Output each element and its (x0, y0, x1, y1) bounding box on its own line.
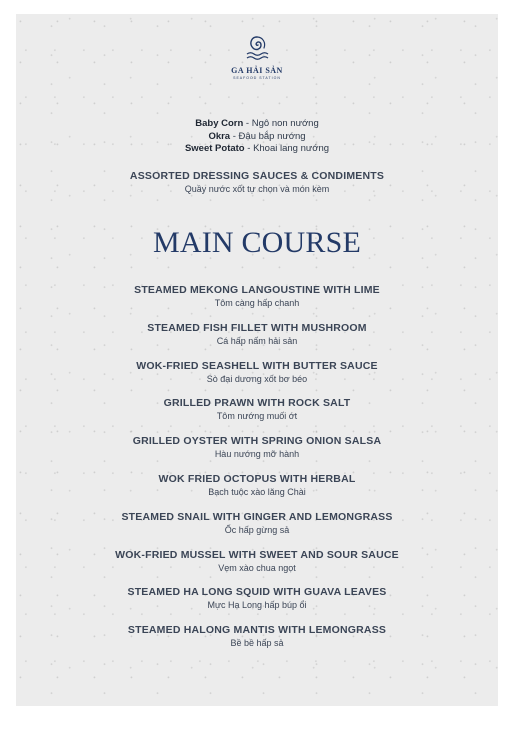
dish-name-vi: Vẹm xào chua ngọt (218, 562, 296, 573)
dish-name-vi: Mực Hạ Long hấp búp ổi (207, 600, 307, 611)
dish-name: STEAMED HALONG MANTIS WITH LEMONGRASS (127, 624, 387, 637)
menu-item (16, 396, 498, 434)
side-dish (16, 118, 498, 131)
dish-name: STEAMED SNAIL WITH GINGER AND LEMONGRASS (121, 510, 393, 523)
condiments-title: ASSORTED DRESSING SAUCES & CONDIMENTS (129, 170, 385, 182)
dish-name-vi: Bề bề hấp sả (230, 638, 284, 649)
menu-item (16, 472, 498, 510)
side-dish-separator: - (243, 118, 252, 129)
side-dish-vi: Đậu bắp nướng (238, 130, 306, 142)
menu-item (16, 434, 498, 472)
brand-name: GA HẢI SẢN (231, 66, 283, 75)
menu-item (16, 623, 498, 661)
dish-name-vi: Tôm nướng muối ớt (216, 411, 298, 422)
dish-name-vi: Tôm càng hấp chanh (214, 298, 300, 308)
side-dish-name: Sweet Potato (184, 143, 245, 154)
menu-item (16, 283, 498, 321)
side-dish-separator: - (244, 143, 254, 154)
dish-name: STEAMED FISH FILLET WITH MUSHROOM (147, 321, 367, 334)
menu-item (16, 585, 498, 623)
dish-name: WOK-FRIED MUSSEL WITH SWEET AND SOUR SAUCE (115, 548, 399, 561)
side-dish-name: Baby Corn (195, 118, 244, 129)
condiments-section (16, 169, 498, 196)
menu-page (16, 14, 498, 706)
dish-name: WOK FRIED OCTOPUS WITH HERBAL (158, 472, 356, 485)
menu-item (16, 321, 498, 359)
shell-wave-icon (244, 34, 270, 64)
dish-name: STEAMED MEKONG LANGOUSTINE WITH LIME (134, 284, 380, 296)
brand-logo (16, 34, 498, 80)
dish-name-vi: Hàu nướng mỡ hành (214, 449, 300, 460)
side-dish (16, 131, 498, 144)
menu-item (16, 359, 498, 397)
condiments-subtitle: Quầy nước xốt tự chọn và món kèm (184, 184, 330, 194)
dish-name-vi: Cá hấp nấm hải sản (216, 335, 298, 346)
dish-name-vi: Sò đại dương xốt bơ béo (206, 373, 308, 384)
dish-name: GRILLED OYSTER WITH SPRING ONION SALSA (132, 435, 382, 448)
dish-name: GRILLED PRAWN WITH ROCK SALT (163, 397, 351, 410)
side-dish-separator: - (230, 130, 239, 142)
side-dishes-list (16, 118, 498, 156)
main-course-heading: MAIN COURSE (152, 226, 362, 259)
main-course-list (16, 283, 498, 661)
brand-tagline: SEAFOOD STATION (233, 76, 281, 80)
dish-name-vi: Bạch tuộc xào lăng Chài (208, 486, 306, 497)
menu-item (16, 548, 498, 586)
dish-name: WOK-FRIED SEASHELL WITH BUTTER SAUCE (136, 359, 378, 372)
menu-item (16, 510, 498, 548)
dish-name-vi: Ốc hấp gừng sả (224, 524, 290, 535)
side-dish (16, 143, 498, 156)
side-dish-vi: Ngô non nướng (251, 118, 319, 129)
side-dish-vi: Khoai lang nướng (253, 143, 330, 154)
side-dish-name: Okra (208, 130, 231, 142)
dish-name: STEAMED HA LONG SQUID WITH GUAVA LEAVES (127, 586, 387, 599)
